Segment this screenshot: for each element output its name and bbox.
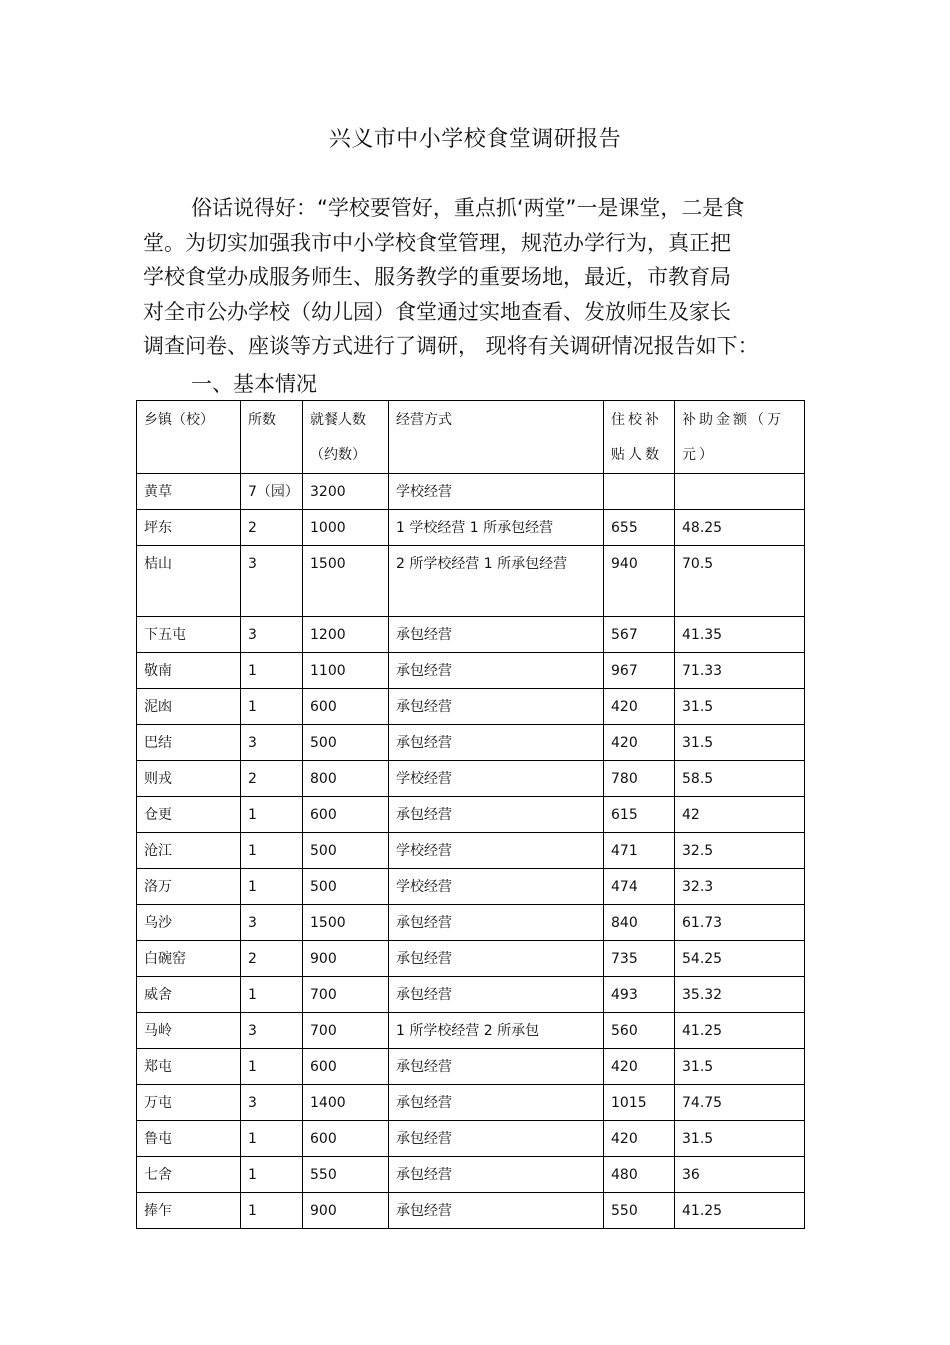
cell-count [241, 546, 303, 617]
cell-diners: 600 [303, 689, 389, 725]
cell-boarders: 550 [604, 1193, 675, 1229]
table-row [137, 1049, 805, 1085]
cell-text: 940 [611, 556, 638, 572]
cell-subsidy: 61.73 [675, 905, 805, 941]
cell-boarders: 420 [604, 1121, 675, 1157]
cell-diners: 800 [303, 761, 389, 797]
page-title: 兴义市中小学校食堂调研报告 [328, 127, 622, 152]
cell-boarders [604, 546, 675, 617]
cell-count: 1 [241, 1193, 303, 1229]
table-row [137, 689, 805, 725]
cell-town: 马岭 [137, 1013, 241, 1049]
cell-diners: 500 [303, 833, 389, 869]
cell-town: 洛万 [137, 869, 241, 905]
table-row [137, 1013, 805, 1049]
cell-diners: 700 [303, 977, 389, 1013]
table-row [137, 905, 805, 941]
cell-diners: 1500 [303, 905, 389, 941]
table-row [137, 725, 805, 761]
cell-count: 3 [241, 617, 303, 653]
cell-town: 下五屯 [137, 617, 241, 653]
cell-subsidy: 36 [675, 1157, 805, 1193]
section-heading: 一、基本情况 [191, 372, 317, 396]
intro-line: 俗话说得好：“学校要管好，重点抓‘两堂”一是课堂，二是食 [191, 196, 745, 220]
table-header-row [137, 401, 805, 474]
table-row [137, 761, 805, 797]
cell-diners: 1100 [303, 653, 389, 689]
cell-boarders: 567 [604, 617, 675, 653]
cell-diners: 600 [303, 1121, 389, 1157]
cell-town: 沧江 [137, 833, 241, 869]
cell-count: 3 [241, 1085, 303, 1121]
cell-count: 1 [241, 1121, 303, 1157]
cell-boarders: 780 [604, 761, 675, 797]
cell-town: 威舍 [137, 977, 241, 1013]
intro-line: 堂。为切实加强我市中小学校食堂管理，规范办学行为，真正把 [143, 230, 731, 255]
cell-count: 1 [241, 797, 303, 833]
cell-mode: 承包经营 [389, 653, 604, 689]
cell-boarders: 655 [604, 510, 675, 546]
table-row [137, 869, 805, 905]
cell-diners: 600 [303, 1049, 389, 1085]
cell-mode: 承包经营 [389, 1049, 604, 1085]
cell-mode: 承包经营 [389, 1085, 604, 1121]
table-row [137, 1121, 805, 1157]
cell-diners: 600 [303, 797, 389, 833]
intro-paragraph [143, 191, 813, 364]
cell-mode: 学校经营 [389, 761, 604, 797]
cell-count: 2 [241, 941, 303, 977]
cell-mode: 承包经营 [389, 941, 604, 977]
cell-count: 2 [241, 761, 303, 797]
table-row [137, 653, 805, 689]
cell-count: 1 [241, 869, 303, 905]
cell-mode: 承包经营 [389, 905, 604, 941]
cell-text: 2 所学校经营 1 所承包经营 [396, 556, 568, 572]
cell-boarders: 735 [604, 941, 675, 977]
cell-boarders: 480 [604, 1157, 675, 1193]
cell-town: 坪东 [137, 510, 241, 546]
cell-diners: 900 [303, 1193, 389, 1229]
table-row [137, 1157, 805, 1193]
canteen-table [136, 400, 805, 1229]
intro-line: 学校食堂办成服务师生、服务教学的重要场地，最近，市教育局 [143, 265, 731, 289]
cell-subsidy [675, 546, 805, 617]
cell-subsidy: 35.32 [675, 977, 805, 1013]
cell-count: 3 [241, 725, 303, 761]
intro-line: 对全市公办学校（幼儿园）食堂通过实地查看、发放师生及家长 [143, 299, 731, 324]
cell-mode: 承包经营 [389, 977, 604, 1013]
cell-text: 1500 [310, 556, 346, 572]
cell-count: 7（园） [241, 474, 303, 510]
cell-town: 白碗窑 [137, 941, 241, 977]
cell-diners: 900 [303, 941, 389, 977]
cell-mode: 学校经营 [389, 833, 604, 869]
cell-subsidy: 32.3 [675, 869, 805, 905]
cell-mode: 1 所学校经营 2 所承包 [389, 1013, 604, 1049]
cell-text: 3 [248, 556, 257, 572]
cell-mode: 学校经营 [389, 869, 604, 905]
cell-subsidy: 42 [675, 797, 805, 833]
cell-town: 泥凼 [137, 689, 241, 725]
cell-subsidy: 74.75 [675, 1085, 805, 1121]
header-mode: 经营方式 [389, 401, 604, 474]
cell-boarders: 615 [604, 797, 675, 833]
cell-mode: 1 学校经营 1 所承包经营 [389, 510, 604, 546]
cell-mode: 学校经营 [389, 474, 604, 510]
cell-town: 则戎 [137, 761, 241, 797]
cell-subsidy: 54.25 [675, 941, 805, 977]
cell-boarders: 1015 [604, 1085, 675, 1121]
cell-town: 黄草 [137, 474, 241, 510]
cell-count: 3 [241, 905, 303, 941]
cell-town: 七舍 [137, 1157, 241, 1193]
header-diners: 就餐人数（约数） [303, 401, 389, 474]
cell-boarders: 560 [604, 1013, 675, 1049]
cell-boarders: 420 [604, 725, 675, 761]
cell-mode: 承包经营 [389, 1157, 604, 1193]
cell-boarders: 967 [604, 653, 675, 689]
cell-boarders: 840 [604, 905, 675, 941]
cell-diners: 1200 [303, 617, 389, 653]
header-count: 所数 [241, 401, 303, 474]
cell-text: 桔山 [144, 556, 172, 572]
cell-diners: 1000 [303, 510, 389, 546]
cell-boarders [604, 474, 675, 510]
table-row [137, 617, 805, 653]
table-row [137, 546, 805, 617]
cell-subsidy: 41.25 [675, 1013, 805, 1049]
cell-subsidy: 41.35 [675, 617, 805, 653]
cell-count: 1 [241, 977, 303, 1013]
cell-mode [389, 546, 604, 617]
cell-boarders: 420 [604, 1049, 675, 1085]
cell-subsidy: 31.5 [675, 725, 805, 761]
cell-subsidy: 31.5 [675, 1121, 805, 1157]
cell-diners: 700 [303, 1013, 389, 1049]
cell-diners: 1400 [303, 1085, 389, 1121]
header-boarders: 住校补贴人数 [604, 401, 675, 474]
table-body [137, 474, 805, 1229]
cell-count: 1 [241, 653, 303, 689]
cell-subsidy: 31.5 [675, 1049, 805, 1085]
table-row [137, 474, 805, 510]
table-row [137, 941, 805, 977]
cell-diners: 550 [303, 1157, 389, 1193]
cell-town: 郑屯 [137, 1049, 241, 1085]
table-row [137, 510, 805, 546]
table-row [137, 1193, 805, 1229]
cell-town: 敬南 [137, 653, 241, 689]
cell-diners: 500 [303, 869, 389, 905]
header-subsidy: 补助金额（万元） [675, 401, 805, 474]
header-town: 乡镇（校） [137, 401, 241, 474]
cell-town: 万屯 [137, 1085, 241, 1121]
table-row [137, 1085, 805, 1121]
cell-diners [303, 546, 389, 617]
cell-boarders: 471 [604, 833, 675, 869]
cell-mode: 承包经营 [389, 617, 604, 653]
cell-subsidy: 48.25 [675, 510, 805, 546]
cell-text: 70.5 [682, 556, 714, 572]
cell-boarders: 474 [604, 869, 675, 905]
table-row [137, 977, 805, 1013]
table-row [137, 797, 805, 833]
cell-town: 鲁屯 [137, 1121, 241, 1157]
cell-mode: 承包经营 [389, 689, 604, 725]
table-row [137, 833, 805, 869]
cell-subsidy: 41.25 [675, 1193, 805, 1229]
cell-count: 3 [241, 1013, 303, 1049]
cell-subsidy: 32.5 [675, 833, 805, 869]
cell-town: 乌沙 [137, 905, 241, 941]
cell-count: 1 [241, 833, 303, 869]
cell-mode: 承包经营 [389, 725, 604, 761]
cell-subsidy: 71.33 [675, 653, 805, 689]
cell-mode: 承包经营 [389, 1121, 604, 1157]
cell-boarders: 420 [604, 689, 675, 725]
cell-count: 1 [241, 689, 303, 725]
cell-diners: 500 [303, 725, 389, 761]
cell-subsidy: 58.5 [675, 761, 805, 797]
cell-mode: 承包经营 [389, 797, 604, 833]
intro-line: 调查问卷、座谈等方式进行了调研， 现将有关调研情况报告如下： [143, 334, 759, 358]
cell-diners: 3200 [303, 474, 389, 510]
cell-count: 1 [241, 1049, 303, 1085]
cell-town: 捧乍 [137, 1193, 241, 1229]
cell-town: 巴结 [137, 725, 241, 761]
cell-boarders: 493 [604, 977, 675, 1013]
cell-town: 仓更 [137, 797, 241, 833]
cell-subsidy: 31.5 [675, 689, 805, 725]
cell-count: 1 [241, 1157, 303, 1193]
cell-count: 2 [241, 510, 303, 546]
cell-mode: 承包经营 [389, 1193, 604, 1229]
cell-town [137, 546, 241, 617]
cell-subsidy [675, 474, 805, 510]
